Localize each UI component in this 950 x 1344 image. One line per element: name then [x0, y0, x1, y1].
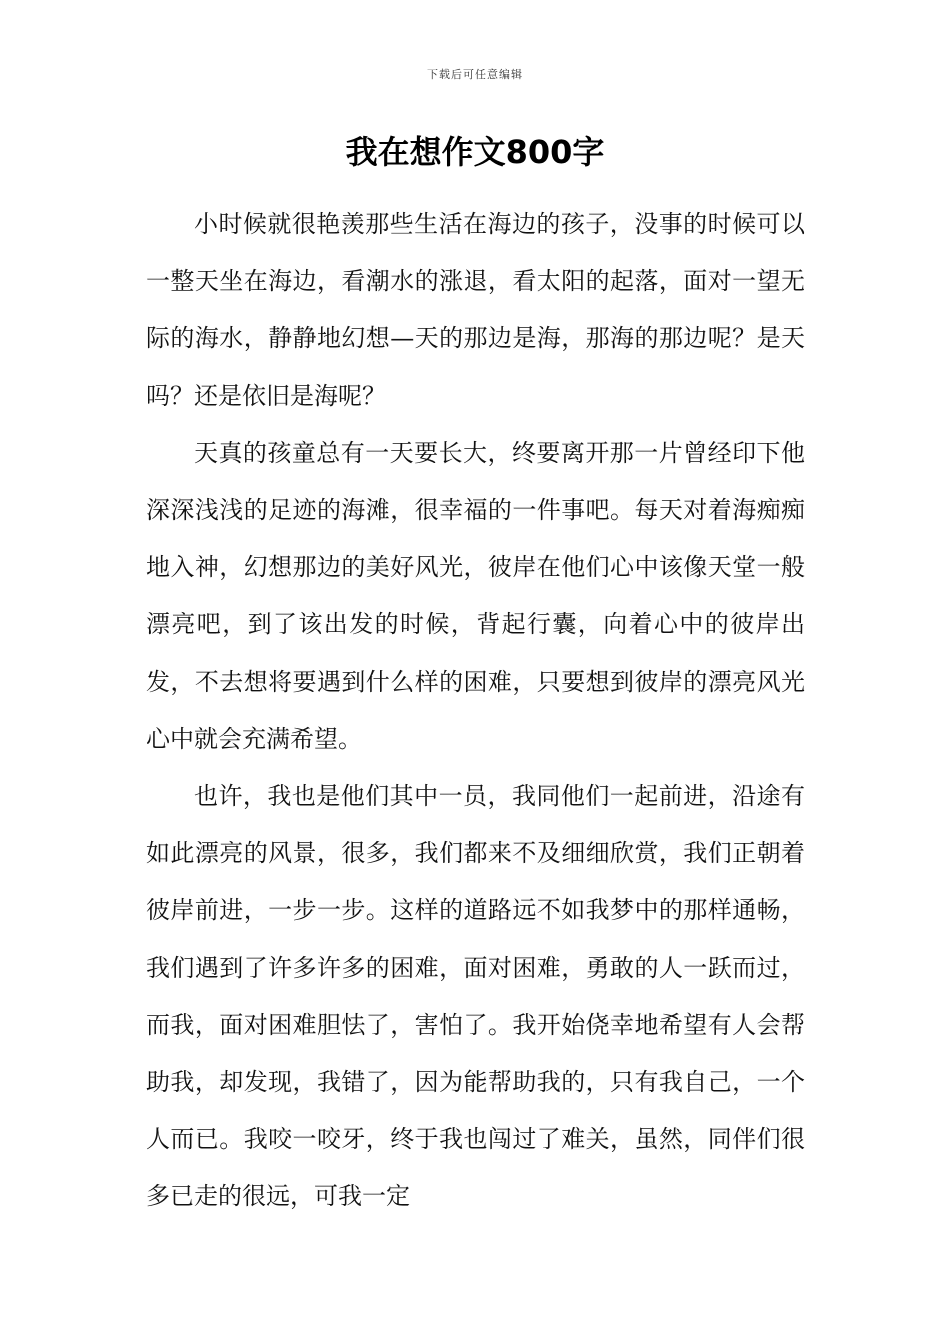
paragraph-2: 天真的孩童总有一天要长大，终要离开那一片曾经印下他深深浅浅的足迹的海滩，很幸福的一件事吧。每天对着海痴痴地入神，幻想那边的美好风光，彼岸在他们心中该像天堂一般漂亮吧，到了该出发的时候，背起行囊，向着心中的彼岸出发，不去想将要遇到什么样的困难，只要想到彼岸的漂亮风光心中就会充满希望。	[146, 438, 805, 753]
document-body	[146, 196, 805, 1226]
paragraph-1: 小时候就很艳羡那些生活在海边的孩子，没事的时候可以一整天坐在海边，看潮水的涨退，看太阳的起落，面对一望无际的海水，静静地幻想—天的那边是海，那海的那边呢？是天吗？还是依旧是海呢？	[146, 210, 805, 410]
header-note: 下载后可任意编辑	[427, 68, 523, 81]
document-title: 我在想作文800字	[345, 133, 605, 171]
paragraph-3: 也许，我也是他们其中一员，我同他们一起前进，沿途有如此漂亮的风景，很多，我们都来不及细细欣赏，我们正朝着彼岸前进，一步一步。这样的道路远不如我梦中的那样通畅，我们遇到了许多许多的困难，面对困难，勇敢的人一跃而过，而我，面对困难胆怯了，害怕了。我开始侥幸地希望有人会帮助我，却发现，我错了，因为能帮助我的，只有我自己，一个人而已。我咬一咬牙，终于我也闯过了难关，虽然，同伴们很多已走的很远，可我一定	[146, 782, 805, 1211]
